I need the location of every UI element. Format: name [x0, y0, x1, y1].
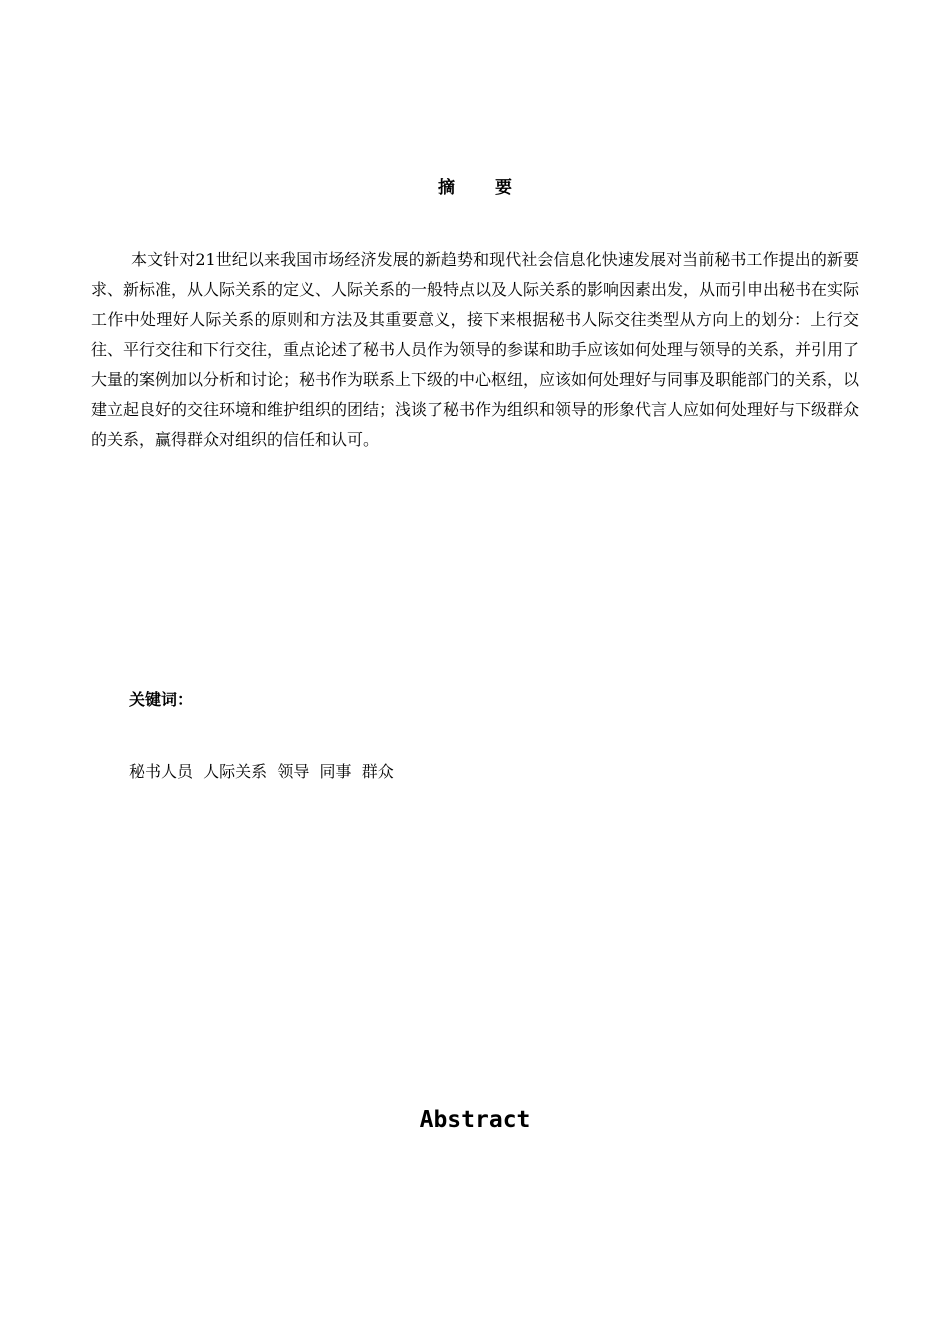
- keywords-list: 秘书人员 人际关系 领导 同事 群众: [129, 762, 394, 781]
- abstract-cn-title: 摘要: [438, 178, 552, 198]
- keywords-label: 关键词：: [129, 690, 194, 709]
- abstract-en-title: Abstract: [419, 1107, 531, 1133]
- abstract-cn-body: 本文针对21世纪以来我国市场经济发展的新趋势和现代社会信息化快速发展对当前秘书工作提出的新要求、新标准，从人际关系的定义、人际关系的一般特点以及人际关系的影响因素出发，从而引申出秘书在实际工作中处理好人际关系的原则和方法及其重要意义，接下来根据秘书人际交往类型从方向上的划分：上行交往、平行交往和下行交往，重点论述了秘书人员作为领导的参谋和助手应该如何处理与领导的关系，并引用了大量的案例加以分析和讨论；秘书作为联系上下级的中心枢纽，应该如何处理好与同事及职能部门的关系，以建立起良好的交往环境和维护组织的团结；浅谈了秘书作为组织和领导的形象代言人应如何处理好与下级群众的关系，赢得群众对组织的信任和认可。: [91, 250, 860, 449]
